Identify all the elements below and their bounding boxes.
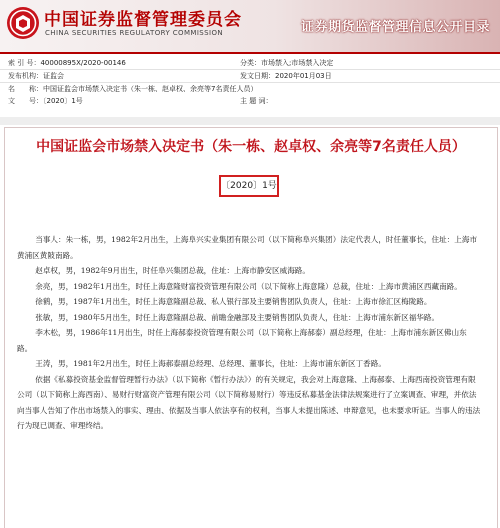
publisher-field: 发布机构：证监会 <box>8 72 64 80</box>
paragraph: 王涛，男，1981年2月出生，时任上海郝泰副总经理、总经理、董事长，住址：上海市浦东新区丁香路。 <box>35 359 386 368</box>
date-field: 发文日期：2020年01月03日 <box>240 72 332 80</box>
meta-row-index <box>0 57 500 70</box>
meta-row-docnum <box>0 95 500 107</box>
header-banner <box>0 0 500 54</box>
document-content <box>4 127 498 528</box>
csrc-emblem-icon <box>6 6 40 40</box>
org-name-cn: 中国证券监督管理委员会 <box>44 10 242 30</box>
index-field: 索 引 号：40000895X/2020-00146 <box>8 59 126 67</box>
paragraph: 依据《私募投资基金监督管理暂行办法》（以下简称《暂行办法》）的有关规定，我会对上海意隆、上海郝泰、上海西南投资管理有限公司（以下简称上海西南）、易财行财富资产管理有限公司（以下简称易财行）等违反私募基金法律法规案进行了立案调查、审理，并依法向当事人告知了作出市场禁入的事实、理由、依据及当事人依法享有的权利，当事人未提出陈述、申辩意见，也未要求听证。当事人的违法行为现已调查、审理终结。 <box>17 374 481 430</box>
meta-row-publisher <box>0 70 500 83</box>
paragraph: 当事人：朱一栋，男，1982年2月出生，上海阜兴实业集团有限公司（以下简称阜兴集团）法定代表人，时任董事长，住址：上海市黄浦区黄陂南路。 <box>17 235 478 260</box>
paragraph: 徐鹤，男，1987年1月出生，时任上海意隆副总裁、私人银行部及主要销售团队负责人，住址：上海市徐汇区梅陇路。 <box>35 297 432 306</box>
org-name-en: CHINA SECURITIES REGULATORY COMMISSION <box>45 29 223 37</box>
document-body <box>17 232 481 434</box>
name-field: 名 称：中国证监会市场禁入决定书（朱一栋、赵卓权、余亮等7名责任人员） <box>8 85 258 93</box>
docnum-field: 文 号：〔2020〕1号 <box>8 97 83 105</box>
meta-divider <box>0 117 500 125</box>
paragraph: 赵卓权，男，1982年9月出生，时任阜兴集团总裁，住址：上海市静安区威海路。 <box>35 266 310 275</box>
paragraph: 张敏，男，1980年5月出生，时任上海意隆副总裁、前瞻金融部及主要销售团队负责人，住址：上海市浦东新区福华路。 <box>35 312 440 322</box>
subject-field: 主 题 词： <box>240 97 273 105</box>
paragraph: 余亮，男，1982年1月出生，时任上海意隆财富投资管理有限公司（以下简称上海意隆）总裁，住址：上海市黄浦区西藏南路。 <box>35 281 462 291</box>
paragraph: 李木松，男，1986年11月出生，时任上海郝泰投资管理有限公司（以下简称上海郝泰）副总经理，住址：上海市浦东新区佛山东路。 <box>17 328 467 353</box>
site-title[interactable]: 证券期货监督管理信息公开目录 <box>300 20 490 35</box>
document-meta-table <box>0 57 500 107</box>
category-field: 分类：市场禁入;市场禁入决定 <box>240 59 334 67</box>
meta-row-name <box>0 83 500 95</box>
document-number-box <box>219 175 279 197</box>
document-title: 中国证监会市场禁入决定书（朱一栋、赵卓权、余亮等7名责任人员） <box>36 139 466 155</box>
document-number: 〔2020〕1号 <box>221 181 277 191</box>
